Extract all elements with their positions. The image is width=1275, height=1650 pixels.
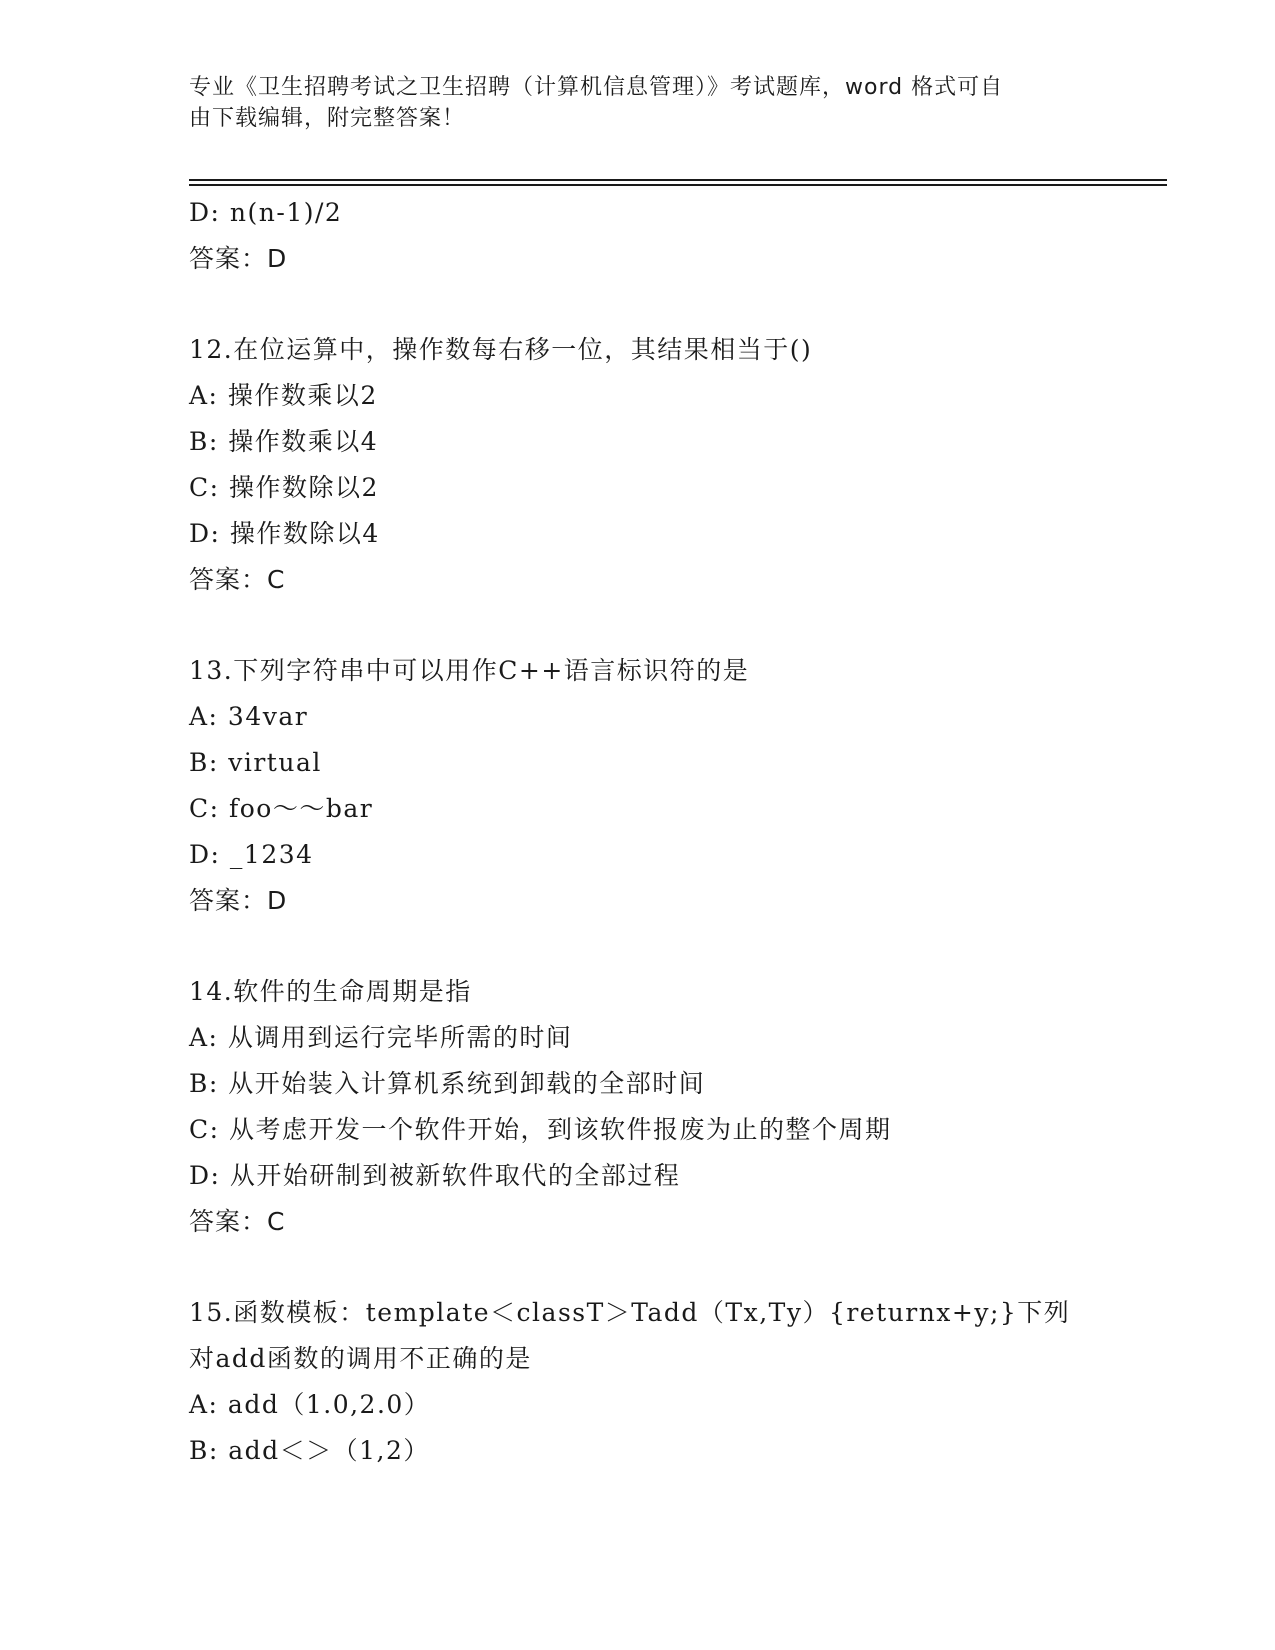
option-a: A: 操作数乘以2 xyxy=(189,381,378,410)
option-a: A: 从调用到运行完毕所需的时间 xyxy=(189,1023,573,1052)
option-a: A: 34var xyxy=(189,702,309,731)
question-12 xyxy=(189,327,1149,603)
question-stem-line-1: 15.函数模板：template＜classT＞Tadd（Tx,Ty）{returnx+y;}下列 xyxy=(189,1298,1071,1327)
option-d: D: 从开始研制到被新软件取代的全部过程 xyxy=(189,1161,681,1190)
header-line-2: 由下载编辑，附完整答案！ xyxy=(189,106,466,131)
option-c: C: 从考虑开发一个软件开始，到该软件报废为止的整个周期 xyxy=(189,1115,892,1144)
question-stem: 13.下列字符串中可以用作C++语言标识符的是 xyxy=(189,656,750,685)
answer-label: 答案：C xyxy=(189,1207,286,1236)
question-13 xyxy=(189,648,1149,924)
question-stem: 14.软件的生命周期是指 xyxy=(189,977,472,1006)
answer-label: 答案：D xyxy=(189,244,288,273)
header-divider-top xyxy=(189,179,1167,181)
question-14 xyxy=(189,969,1149,1245)
option-c: C: 操作数除以2 xyxy=(189,473,379,502)
answer-label: 答案：D xyxy=(189,886,288,915)
option-b: B: virtual xyxy=(189,748,322,777)
question-15 xyxy=(189,1290,1149,1474)
document-header xyxy=(189,72,1089,134)
option-b: B: add＜＞（1,2） xyxy=(189,1436,430,1465)
option-d: D: _1234 xyxy=(189,840,314,869)
answer-label: 答案：C xyxy=(189,565,286,594)
option-b: B: 从开始装入计算机系统到卸载的全部时间 xyxy=(189,1069,706,1098)
option-a: A: add（1.0,2.0） xyxy=(189,1390,431,1419)
option-b: B: 操作数乘以4 xyxy=(189,427,379,456)
header-line-1: 专业《卫生招聘考试之卫生招聘（计算机信息管理）》考试题库，word 格式可自 xyxy=(189,75,1004,100)
question-stem: 12.在位运算中，操作数每右移一位，其结果相当于() xyxy=(189,335,813,364)
question-list xyxy=(189,190,1149,1474)
header-divider-bottom xyxy=(189,184,1167,186)
option-d: D: 操作数除以4 xyxy=(189,519,380,548)
question-stem-line-2: 对add函数的调用不正确的是 xyxy=(189,1344,532,1373)
option-c: C: foo～～bar xyxy=(189,794,374,823)
option-d: D: n(n-1)/2 xyxy=(189,198,343,227)
